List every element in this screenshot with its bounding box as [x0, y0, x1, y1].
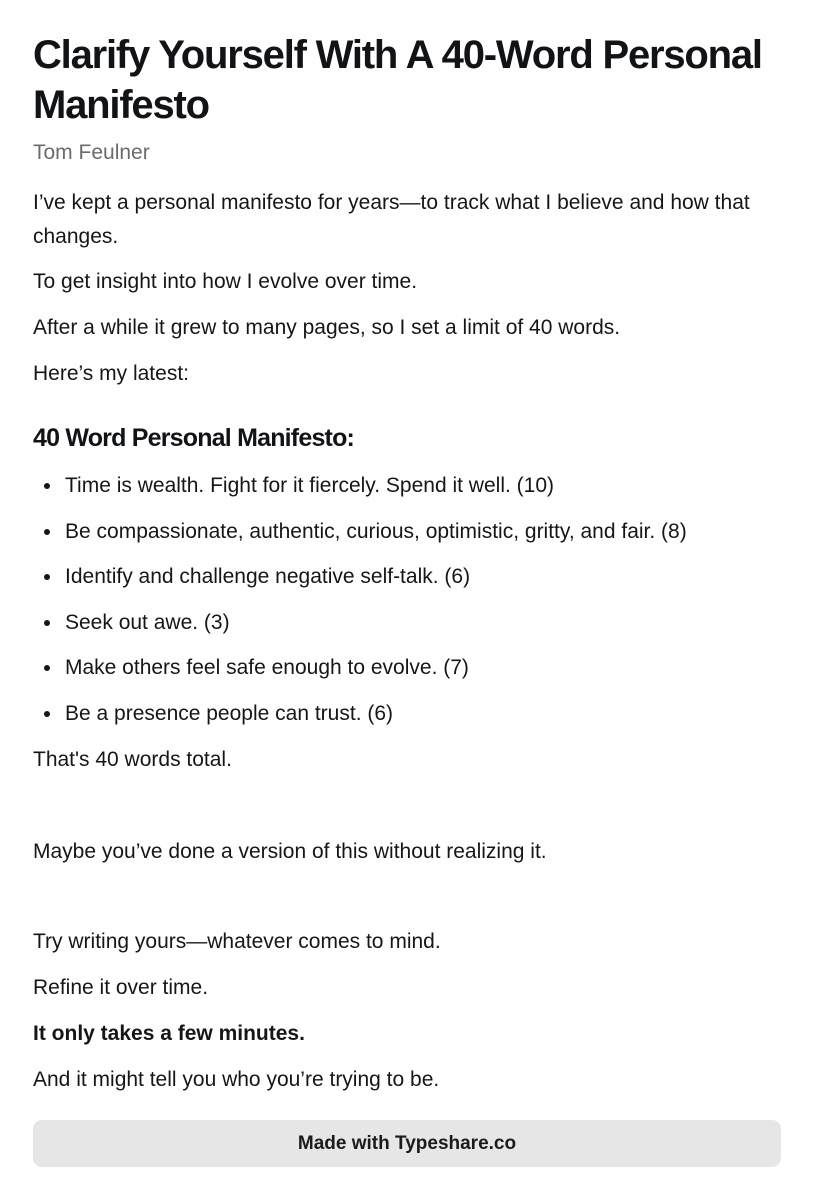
manifesto-item-text: Be compassionate, authentic, curious, optimistic, gritty, and fair. (8)	[65, 519, 687, 543]
bullet-icon	[44, 574, 50, 580]
manifesto-item	[33, 697, 793, 743]
typeshare-footer-button[interactable]: Made with Typeshare.co	[33, 1120, 781, 1167]
intro-paragraph-1: I’ve kept a personal manifesto for years—to track what I believe and how that changes.	[33, 191, 750, 248]
manifesto-item-text: Seek out awe. (3)	[65, 610, 230, 634]
manifesto-item	[33, 651, 793, 697]
manifesto-item-text: Time is wealth. Fight for it fiercely. Spend it well. (10)	[65, 474, 554, 497]
article-title: Clarify Yourself With A 40-Word Personal Manifesto	[33, 33, 762, 127]
bullet-icon	[44, 711, 50, 717]
intro-paragraph-2: To get insight into how I evolve over time.	[33, 270, 418, 293]
closing-paragraph-1: Maybe you’ve done a version of this without realizing it.	[33, 840, 547, 863]
total-note: That's 40 words total.	[33, 748, 232, 771]
author-name: Tom Feulner	[33, 141, 150, 164]
bullet-icon	[44, 529, 50, 535]
manifesto-item-text: Identify and challenge negative self-talk. (6)	[65, 565, 471, 588]
manifesto-item	[33, 469, 793, 515]
manifesto-item	[33, 515, 793, 561]
closing-paragraph-2: Try writing yours—whatever comes to mind.	[33, 930, 441, 953]
intro-paragraph-4: Here’s my latest:	[33, 362, 189, 385]
manifesto-list	[33, 469, 793, 742]
closing-paragraph-5: And it might tell you who you’re trying to be.	[33, 1068, 440, 1091]
manifesto-heading: 40 Word Personal Manifesto:	[33, 424, 355, 452]
closing-paragraph-3: Refine it over time.	[33, 976, 209, 999]
bullet-icon	[44, 620, 50, 626]
manifesto-item-text: Be a presence people can trust. (6)	[65, 701, 394, 725]
closing-paragraph-emphasis: It only takes a few minutes.	[33, 1022, 305, 1045]
manifesto-item-text: Make others feel safe enough to evolve. (7)	[65, 656, 469, 679]
bullet-icon	[44, 483, 50, 489]
manifesto-item	[33, 560, 793, 606]
bullet-icon	[44, 665, 50, 671]
manifesto-item	[33, 606, 793, 652]
intro-paragraph-3: After a while it grew to many pages, so I set a limit of 40 words.	[33, 316, 621, 339]
